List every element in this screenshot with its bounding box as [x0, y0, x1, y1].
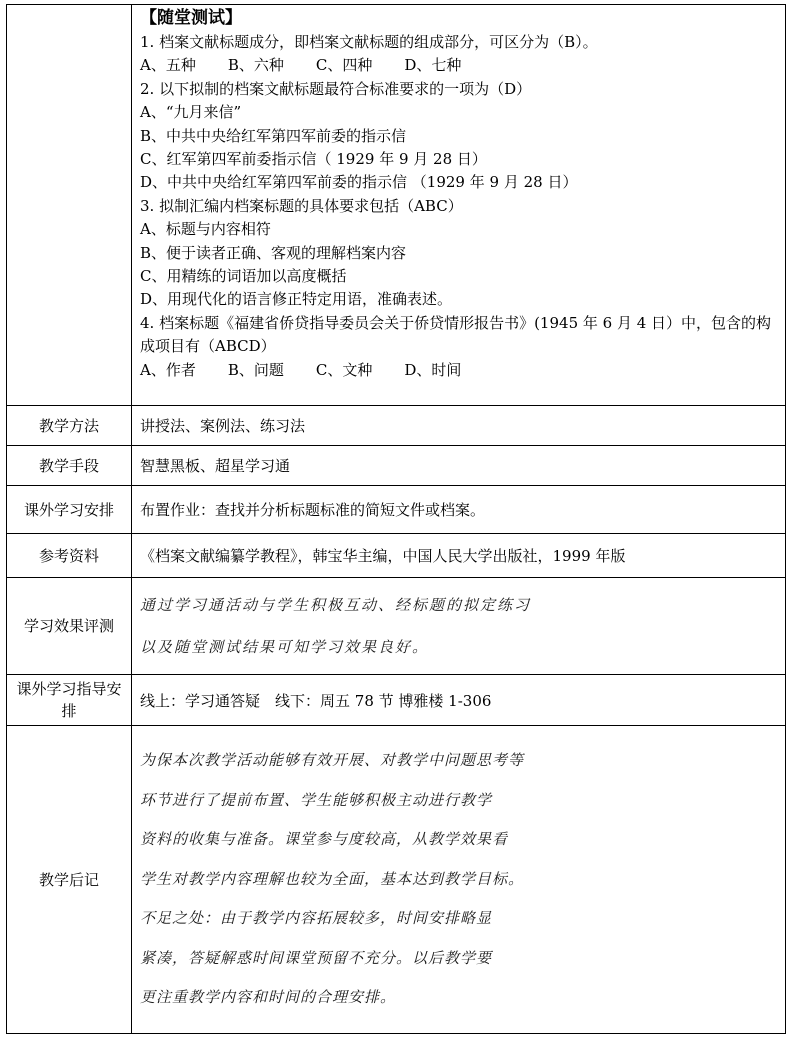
guidance-label: 课外学习指导安排	[7, 675, 132, 726]
homework-value: 布置作业：查找并分析标题标准的简短文件或档案。	[132, 486, 786, 534]
evaluation-label: 学习效果评测	[7, 578, 132, 675]
option: D、七种	[404, 56, 462, 75]
option: A、作者	[140, 360, 196, 379]
option: A、“九月来信”	[140, 103, 242, 122]
evaluation-handwriting	[132, 578, 786, 675]
question-4: 4. 档案标题《福建省侨贷指导委员会关于侨贷情形报告书》(1945 年 6 月 4 日）中，包含的构成项目有（ABCD）	[140, 313, 772, 356]
handwritten-line: 通过学习通活动与学生积极互动、经标题的拟定练习	[140, 596, 532, 614]
afterword-handwriting	[132, 726, 786, 1034]
option: B、问题	[227, 360, 284, 379]
handwritten-line: 不足之处：由于教学内容拓展较多，时间安排略显	[140, 909, 493, 928]
guidance-value: 线上：学习通答疑 线下：周五 78 节 博雅楼 1-306	[132, 675, 786, 726]
handwritten-line: 为保本次教学活动能够有效开展、对教学中问题思考等	[140, 751, 525, 770]
afterword-label: 教学后记	[7, 726, 132, 1034]
option: B、中共中央给红军第四军前委的指示信	[140, 126, 407, 145]
question-3: 3. 拟制汇编内档案标题的具体要求包括（ABC）	[140, 196, 463, 215]
reference-label: 参考资料	[7, 534, 132, 578]
option: D、时间	[404, 360, 462, 379]
homework-label: 课外学习安排	[7, 486, 132, 534]
option: D、中共中央给红军第四军前委的指示信 （1929 年 9 月 28 日）	[140, 173, 578, 192]
handwritten-line: 资料的收集与准备。课堂参与度较高，从教学效果看	[140, 830, 509, 849]
reference-value: 《档案文献编纂学教程》，韩宝华主编，中国人民大学出版社，1999 年版	[132, 534, 786, 578]
handwritten-line: 更注重教学内容和时间的合理安排。	[140, 988, 397, 1007]
handwritten-line: 环节进行了提前布置、学生能够积极主动进行教学	[140, 790, 493, 809]
means-label: 教学手段	[7, 446, 132, 486]
question-1: 1. 档案文献标题成分，即档案文献标题的组成部分，可区分为（B）。	[140, 33, 598, 51]
option: C、用精练的词语加以高度概括	[140, 267, 347, 286]
option: C、红军第四军前委指示信（ 1929 年 9 月 28 日）	[140, 150, 487, 169]
question-4-options	[140, 359, 779, 382]
method-value: 讲授法、案例法、练习法	[132, 406, 786, 446]
question-1-options	[140, 54, 779, 77]
option: B、六种	[227, 56, 284, 75]
option: D、用现代化的语言修正特定用语，准确表述。	[140, 290, 453, 309]
option: A、标题与内容相符	[140, 220, 271, 239]
question-2: 2. 以下拟制的档案文献标题最符合标准要求的一项为（D）	[140, 79, 532, 98]
option: B、便于读者正确、客观的理解档案内容	[140, 243, 407, 262]
handwritten-line: 学生对教学内容理解也较为全面，基本达到教学目标。	[140, 869, 525, 888]
quiz-label-cell	[7, 5, 132, 406]
option: C、四种	[315, 56, 373, 75]
option: C、文种	[315, 360, 373, 379]
handwritten-line: 以及随堂测试结果可知学习效果良好。	[140, 638, 430, 656]
option: A、五种	[140, 56, 196, 75]
quiz-section	[132, 5, 786, 406]
means-value: 智慧黑板、超星学习通	[132, 446, 786, 486]
quiz-heading: 【随堂测试】	[140, 8, 242, 28]
method-label: 教学方法	[7, 406, 132, 446]
handwritten-line: 紧凑，答疑解惑时间课堂预留不充分。以后教学要	[140, 948, 493, 967]
lesson-plan-table	[6, 4, 786, 1034]
